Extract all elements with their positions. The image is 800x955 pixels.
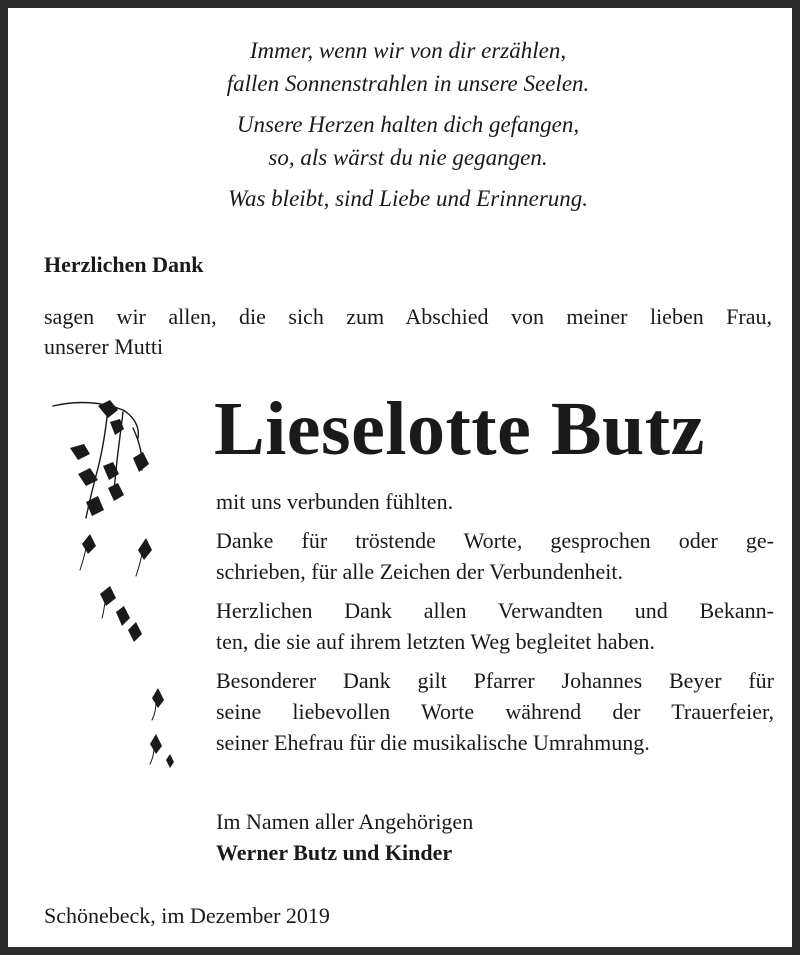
- body-paragraph: [216, 486, 774, 517]
- signature-line: Im Namen aller Angehörigen: [216, 809, 474, 834]
- leaf-shape: [98, 400, 118, 418]
- thanks-heading: Herzlichen Dank: [44, 252, 204, 277]
- poem-line: Was bleibt, sind Liebe und Erinnerung.: [227, 186, 589, 211]
- poem-stanza: [68, 182, 748, 215]
- intro-text: [44, 302, 772, 362]
- signature-block: [216, 806, 473, 868]
- intro-line: unserer Mutti: [44, 334, 164, 359]
- body-paragraph: [216, 595, 774, 657]
- body-paragraph: [216, 665, 774, 758]
- body-line: Herzlichen Dank allen Verwandten und Bekann-: [216, 598, 774, 623]
- intro-line: sagen wir allen, die sich zum Abschied von meiner lieben Frau,: [44, 304, 772, 329]
- poem-stanza: [68, 34, 748, 100]
- body-line: Besonderer Dank gilt Pfarrer Johannes Beyer für: [216, 668, 774, 693]
- place-date: Schönebeck, im Dezember 2019: [44, 903, 330, 928]
- birch-branch-icon: [48, 398, 198, 798]
- signature-names: Werner Butz und Kinder: [216, 840, 453, 865]
- poem-line: so, als wärst du nie gegangen.: [268, 145, 548, 170]
- poem-stanza: [68, 108, 748, 174]
- body-line: ten, die sie auf ihrem letzten Weg begleitet haben.: [216, 629, 655, 654]
- body-line: schrieben, für alle Zeichen der Verbundenheit.: [216, 559, 624, 584]
- body-paragraph: [216, 525, 774, 587]
- memorial-poem: [68, 34, 748, 223]
- body-line: seiner Ehefrau für die musikalische Umrahmung.: [216, 730, 650, 755]
- poem-line: Immer, wenn wir von dir erzählen,: [249, 38, 567, 63]
- body-line: mit uns verbunden fühlten.: [216, 489, 454, 514]
- poem-line: Unsere Herzen halten dich gefangen,: [236, 112, 580, 137]
- deceased-name: Lieselotte Butz: [214, 387, 705, 471]
- thanks-body: [216, 486, 774, 766]
- body-line: seine liebevollen Worte während der Trauerfeier,: [216, 699, 774, 724]
- poem-line: fallen Sonnenstrahlen in unsere Seelen.: [226, 71, 590, 96]
- body-line: Danke für tröstende Worte, gesprochen oder ge-: [216, 528, 774, 553]
